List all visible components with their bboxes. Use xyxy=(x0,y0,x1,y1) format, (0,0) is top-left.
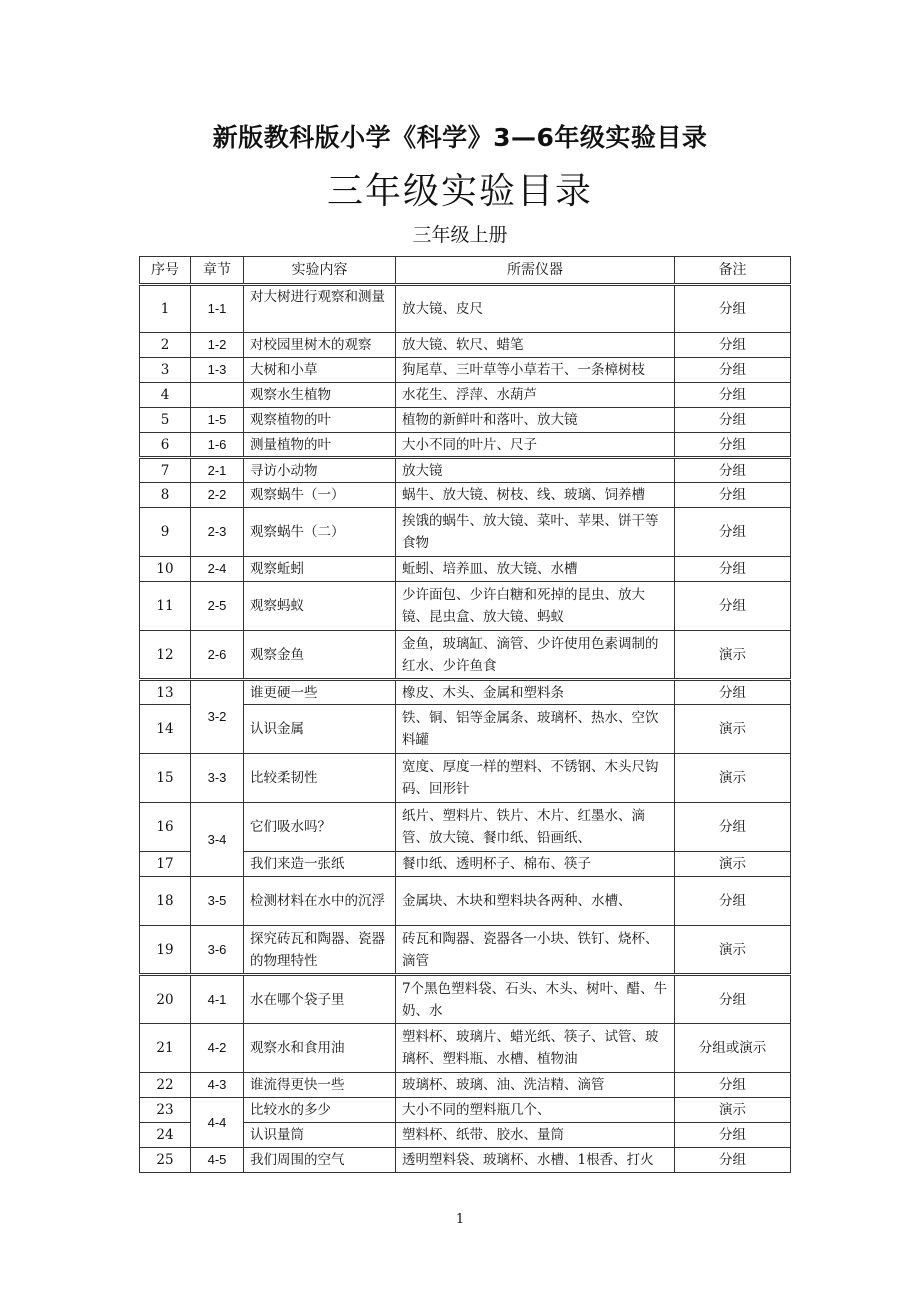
cell-serial: 25 xyxy=(140,1148,191,1173)
cell-note: 演示 xyxy=(675,1098,791,1123)
cell-equipment: 少许面包、少许白糖和死掉的昆虫、放大镜、昆虫盒、放大镜、蚂蚁 xyxy=(396,582,675,631)
table-row xyxy=(140,1073,791,1098)
cell-serial: 7 xyxy=(140,458,191,483)
cell-chapter: 3-3 xyxy=(191,754,244,803)
cell-chapter: 3-5 xyxy=(191,877,244,926)
cell-equipment: 放大镜、皮尺 xyxy=(396,285,675,333)
cell-equipment: 铁、铜、铝等金属条、玻璃杯、热水、空饮料罐 xyxy=(396,705,675,754)
cell-note: 演示 xyxy=(675,631,791,680)
cell-equipment: 玻璃杯、玻璃、油、洗洁精、滴管 xyxy=(396,1073,675,1098)
cell-content: 认识量筒 xyxy=(244,1123,396,1148)
cell-content: 观察金鱼 xyxy=(244,631,396,680)
table-row xyxy=(140,383,791,408)
cell-note: 分组 xyxy=(675,582,791,631)
table-row xyxy=(140,975,791,1024)
cell-serial: 24 xyxy=(140,1123,191,1148)
cell-chapter: 2-2 xyxy=(191,483,244,508)
cell-equipment: 透明塑料袋、玻璃杯、水槽、1根香、打火 xyxy=(396,1148,675,1173)
table-row xyxy=(140,754,791,803)
cell-content: 比较柔韧性 xyxy=(244,754,396,803)
table-row xyxy=(140,1098,791,1123)
cell-serial: 20 xyxy=(140,975,191,1024)
cell-equipment: 放大镜 xyxy=(396,458,675,483)
table-row xyxy=(140,877,791,926)
table-row xyxy=(140,1148,791,1173)
cell-equipment: 大小不同的塑料瓶几个、 xyxy=(396,1098,675,1123)
cell-content: 比较水的多少 xyxy=(244,1098,396,1123)
cell-serial: 18 xyxy=(140,877,191,926)
cell-serial: 12 xyxy=(140,631,191,680)
cell-equipment: 金属块、木块和塑料块各两种、水槽、 xyxy=(396,877,675,926)
cell-chapter: 3-2 xyxy=(191,680,244,754)
cell-content: 检测材料在水中的沉浮 xyxy=(244,877,396,926)
cell-content: 观察蜗牛（一） xyxy=(244,483,396,508)
cell-note: 演示 xyxy=(675,852,791,877)
cell-note: 分组 xyxy=(675,508,791,557)
cell-note: 分组 xyxy=(675,333,791,358)
cell-content: 认识金属 xyxy=(244,705,396,754)
cell-serial: 15 xyxy=(140,754,191,803)
table-row xyxy=(140,926,791,975)
cell-chapter: 1-6 xyxy=(191,433,244,458)
cell-content: 我们来造一张纸 xyxy=(244,852,396,877)
cell-content: 它们吸水吗？ xyxy=(244,803,396,852)
cell-serial: 21 xyxy=(140,1024,191,1073)
section-title: 三年级上册 xyxy=(412,224,508,246)
cell-serial: 6 xyxy=(140,433,191,458)
cell-note: 分组 xyxy=(675,383,791,408)
cell-equipment: 7个黑色塑料袋、石头、木头、树叶、醋、牛奶、水 xyxy=(396,975,675,1024)
page-number: 1 xyxy=(455,1212,465,1227)
cell-equipment: 餐巾纸、透明杯子、棉布、筷子 xyxy=(396,852,675,877)
cell-equipment: 金鱼，玻璃缸、滴管、少许使用色素调制的红水、少许鱼食 xyxy=(396,631,675,680)
cell-equipment: 蚯蚓、培养皿、放大镜、水槽 xyxy=(396,557,675,582)
cell-note: 分组 xyxy=(675,803,791,852)
cell-serial: 4 xyxy=(140,383,191,408)
cell-serial: 2 xyxy=(140,333,191,358)
cell-chapter: 3-4 xyxy=(191,803,244,877)
cell-chapter xyxy=(191,383,244,408)
cell-equipment: 塑料杯、玻璃片、蜡光纸、筷子、试管、玻璃杯、塑料瓶、水槽、植物油 xyxy=(396,1024,675,1073)
cell-note: 演示 xyxy=(675,705,791,754)
cell-chapter: 4-5 xyxy=(191,1148,244,1173)
cell-note: 演示 xyxy=(675,926,791,975)
document-title: 新版教科版小学《科学》3—6年级实验目录 xyxy=(212,123,708,152)
cell-chapter: 1-3 xyxy=(191,358,244,383)
table-row xyxy=(140,358,791,383)
cell-serial: 11 xyxy=(140,582,191,631)
cell-note: 分组 xyxy=(675,1123,791,1148)
cell-note: 分组或演示 xyxy=(675,1024,791,1073)
cell-equipment: 放大镜、软尺、蜡笔 xyxy=(396,333,675,358)
header-chapter: 章节 xyxy=(191,257,244,285)
cell-chapter: 1-2 xyxy=(191,333,244,358)
cell-serial: 8 xyxy=(140,483,191,508)
cell-content: 观察蜗牛（二） xyxy=(244,508,396,557)
cell-note: 分组 xyxy=(675,433,791,458)
cell-equipment: 橡皮、木头、金属和塑料条 xyxy=(396,680,675,705)
cell-content: 观察水和食用油 xyxy=(244,1024,396,1073)
cell-note: 分组 xyxy=(675,975,791,1024)
cell-chapter: 4-3 xyxy=(191,1073,244,1098)
cell-equipment: 水花生、浮萍、水葫芦 xyxy=(396,383,675,408)
cell-equipment: 挨饿的蜗牛、放大镜、菜叶、苹果、饼干等食物 xyxy=(396,508,675,557)
cell-equipment: 蜗牛、放大镜、树枝、线、玻璃、饲养槽 xyxy=(396,483,675,508)
table-row xyxy=(140,557,791,582)
table-row xyxy=(140,433,791,458)
cell-chapter: 2-3 xyxy=(191,508,244,557)
cell-chapter: 3-6 xyxy=(191,926,244,975)
cell-chapter: 2-4 xyxy=(191,557,244,582)
cell-chapter: 1-1 xyxy=(191,285,244,333)
cell-content: 探究砖瓦和陶器、瓷器的物理特性 xyxy=(244,926,396,975)
table-row xyxy=(140,458,791,483)
cell-content: 谁更硬一些 xyxy=(244,680,396,705)
cell-serial: 3 xyxy=(140,358,191,383)
table-row xyxy=(140,680,791,705)
experiment-table xyxy=(139,256,791,1173)
cell-note: 分组 xyxy=(675,557,791,582)
cell-chapter: 4-1 xyxy=(191,975,244,1024)
cell-content: 测量植物的叶 xyxy=(244,433,396,458)
cell-content: 谁流得更快一些 xyxy=(244,1073,396,1098)
table-row xyxy=(140,508,791,557)
cell-content: 我们周围的空气 xyxy=(244,1148,396,1173)
table-header-row xyxy=(140,257,791,285)
cell-note: 分组 xyxy=(675,1148,791,1173)
table-row xyxy=(140,803,791,852)
header-serial: 序号 xyxy=(140,257,191,285)
cell-serial: 9 xyxy=(140,508,191,557)
cell-chapter: 1-5 xyxy=(191,408,244,433)
cell-serial: 19 xyxy=(140,926,191,975)
table-row xyxy=(140,582,791,631)
cell-note: 分组 xyxy=(675,1073,791,1098)
cell-note: 分组 xyxy=(675,285,791,333)
cell-equipment: 宽度、厚度一样的塑料、不锈钢、木头尺钩码、回形针 xyxy=(396,754,675,803)
cell-equipment: 砖瓦和陶器、瓷器各一小块、铁钉、烧杯、滴管 xyxy=(396,926,675,975)
cell-note: 分组 xyxy=(675,483,791,508)
cell-equipment: 纸片、塑料片、铁片、木片、红墨水、滴管、放大镜、餐巾纸、铅画纸、 xyxy=(396,803,675,852)
table-row xyxy=(140,631,791,680)
cell-note: 分组 xyxy=(675,358,791,383)
cell-equipment: 塑料杯、纸带、胶水、量筒 xyxy=(396,1123,675,1148)
table-row xyxy=(140,285,791,333)
cell-chapter: 4-2 xyxy=(191,1024,244,1073)
table-row xyxy=(140,408,791,433)
header-note: 备注 xyxy=(675,257,791,285)
cell-note: 分组 xyxy=(675,680,791,705)
cell-chapter: 2-1 xyxy=(191,458,244,483)
cell-note: 分组 xyxy=(675,458,791,483)
header-content: 实验内容 xyxy=(244,257,396,285)
cell-note: 分组 xyxy=(675,877,791,926)
cell-serial: 13 xyxy=(140,680,191,705)
cell-chapter: 4-4 xyxy=(191,1098,244,1148)
header-equipment: 所需仪器 xyxy=(396,257,675,285)
cell-content: 大树和小草 xyxy=(244,358,396,383)
cell-content: 观察蚂蚁 xyxy=(244,582,396,631)
cell-content: 观察植物的叶 xyxy=(244,408,396,433)
cell-serial: 16 xyxy=(140,803,191,852)
cell-chapter: 2-6 xyxy=(191,631,244,680)
cell-chapter: 2-5 xyxy=(191,582,244,631)
grade-title: 三年级实验目录 xyxy=(326,171,593,212)
cell-note: 演示 xyxy=(675,754,791,803)
cell-serial: 10 xyxy=(140,557,191,582)
cell-content: 水在哪个袋子里 xyxy=(244,975,396,1024)
cell-serial: 23 xyxy=(140,1098,191,1123)
cell-content: 观察蚯蚓 xyxy=(244,557,396,582)
table-row xyxy=(140,333,791,358)
cell-equipment: 狗尾草、三叶草等小草若干、一条樟树枝 xyxy=(396,358,675,383)
cell-serial: 22 xyxy=(140,1073,191,1098)
cell-content: 寻访小动物 xyxy=(244,458,396,483)
table-row xyxy=(140,1024,791,1073)
cell-serial: 1 xyxy=(140,285,191,333)
cell-serial: 17 xyxy=(140,852,191,877)
cell-content: 观察水生植物 xyxy=(244,383,396,408)
cell-serial: 14 xyxy=(140,705,191,754)
cell-equipment: 植物的新鲜叶和落叶、放大镜 xyxy=(396,408,675,433)
cell-equipment: 大小不同的叶片、尺子 xyxy=(396,433,675,458)
cell-serial: 5 xyxy=(140,408,191,433)
cell-content: 对大树进行观察和测量 xyxy=(244,285,396,333)
table-row xyxy=(140,483,791,508)
cell-content: 对校园里树木的观察 xyxy=(244,333,396,358)
cell-note: 分组 xyxy=(675,408,791,433)
